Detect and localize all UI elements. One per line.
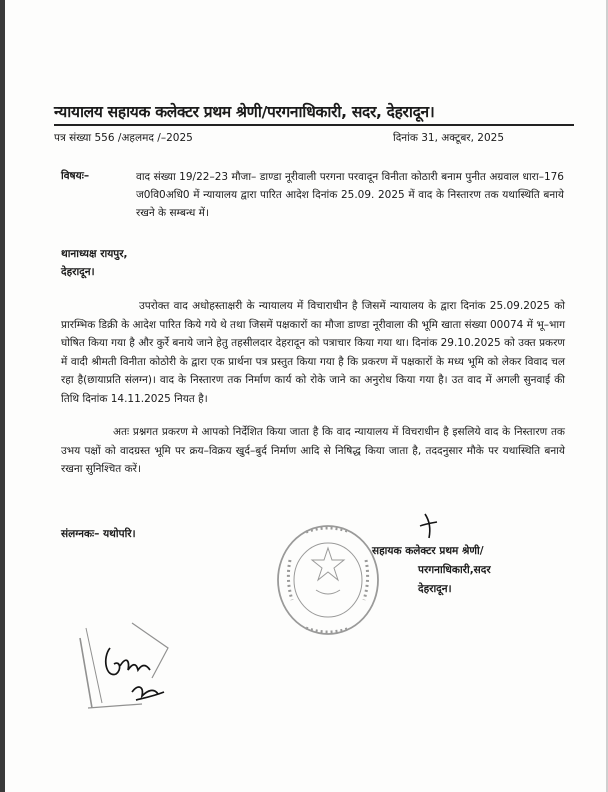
court-heading: न्यायालय सहायक कलेक्टर प्रथम श्रेणी/परगनाधिकारी, सदर, देहरादून। <box>54 103 435 121</box>
body-paragraph-2: अतः प्रश्नगत प्रकरण मे आपको निर्देशित किया जाता है कि वाद न्यायालय में विचराधीन है इसलिये वाद के निस्तारण तक उभय पक्षों को वादग्रस्त भूमि पर क्रय–विक्रय खुर्द–बुर्द निर्माण आदि से निषिद्ध किया जाता है, तददनुसार मौके पर यथास्थिति बनाये रखना सुनिश्चित करें। <box>61 426 565 475</box>
letter-number: पत्र संख्या 556 /अहलमद /–2025 <box>54 132 193 144</box>
heading-underline <box>54 124 574 126</box>
received-stamp-signature <box>72 608 182 718</box>
addressee-line-1: थानाध्यक्ष रायपुर, <box>61 248 128 260</box>
signature-initial-mark <box>415 510 445 544</box>
enclosure-note: संलग्नकः– यथोपरि। <box>61 528 136 540</box>
addressee-line-2: देहरादून। <box>61 266 95 278</box>
signatory-designation: सहायक कलेक्टर प्रथम श्रेणी/ <box>372 545 484 557</box>
scan-edge-left <box>0 0 5 792</box>
signatory-office: परगनाधिकारी,सदर <box>418 564 491 576</box>
subject-label: विषयः– <box>61 170 90 182</box>
signatory-place: देहरादून। <box>418 583 452 595</box>
subject-text: वाद संख्या 19/22–23 मौजा– डाण्डा नूरीवाली परगना परवादून विनीता कोठारी बनाम पुनीत अग्रवाल धारा–176 ज0वि0अधि0 में न्यायालय द्वारा पारित आदेश दिनांक 25.09. 2025 में वाद के निस्तारण तक यथास्थिति बनाये रखने के सम्बन्ध में। <box>136 171 564 219</box>
body-paragraph-1: उपरोक्त वाद अधोहस्ताक्षरी के न्यायालय में विचाराधीन है जिसमें न्यायालय के द्वारा दिनांक 25.09.2025 को प्रारम्भिक डिक्री के आदेश पारित किये गये थे तथा जिसमें पक्षकारों का मौजा डाण्डा नूरीवाला की भूमि खाता संख्या 00074 में भू–भाग घोषित किया गया है और कुर्रे बनाये जाने हेतु तहसीलदार देहरादून को पत्राचार किया गया था। दिनांक 29.10.2025 को उक्त प्रकरण में वादी श्रीमती विनीता कोठोरी के द्वारा एक प्रार्थना पत्र प्रस्तुत किया गया है कि प्रकरण में पक्षकारों के मध्य भूमि को लेकर विवाद चल रहा है(छायाप्रति संलग्न)। वाद के निस्तारण तक निर्माण कार्य को रोके जाने का अनुरोध किया गया है। उत वाद में अगली सुनवाई की तिथि दिनांक 14.11.2025 नियत है। <box>61 300 565 405</box>
office-seal-stamp <box>272 520 384 638</box>
letter-date: दिनांक 31, अक्टूबर, 2025 <box>393 132 505 144</box>
